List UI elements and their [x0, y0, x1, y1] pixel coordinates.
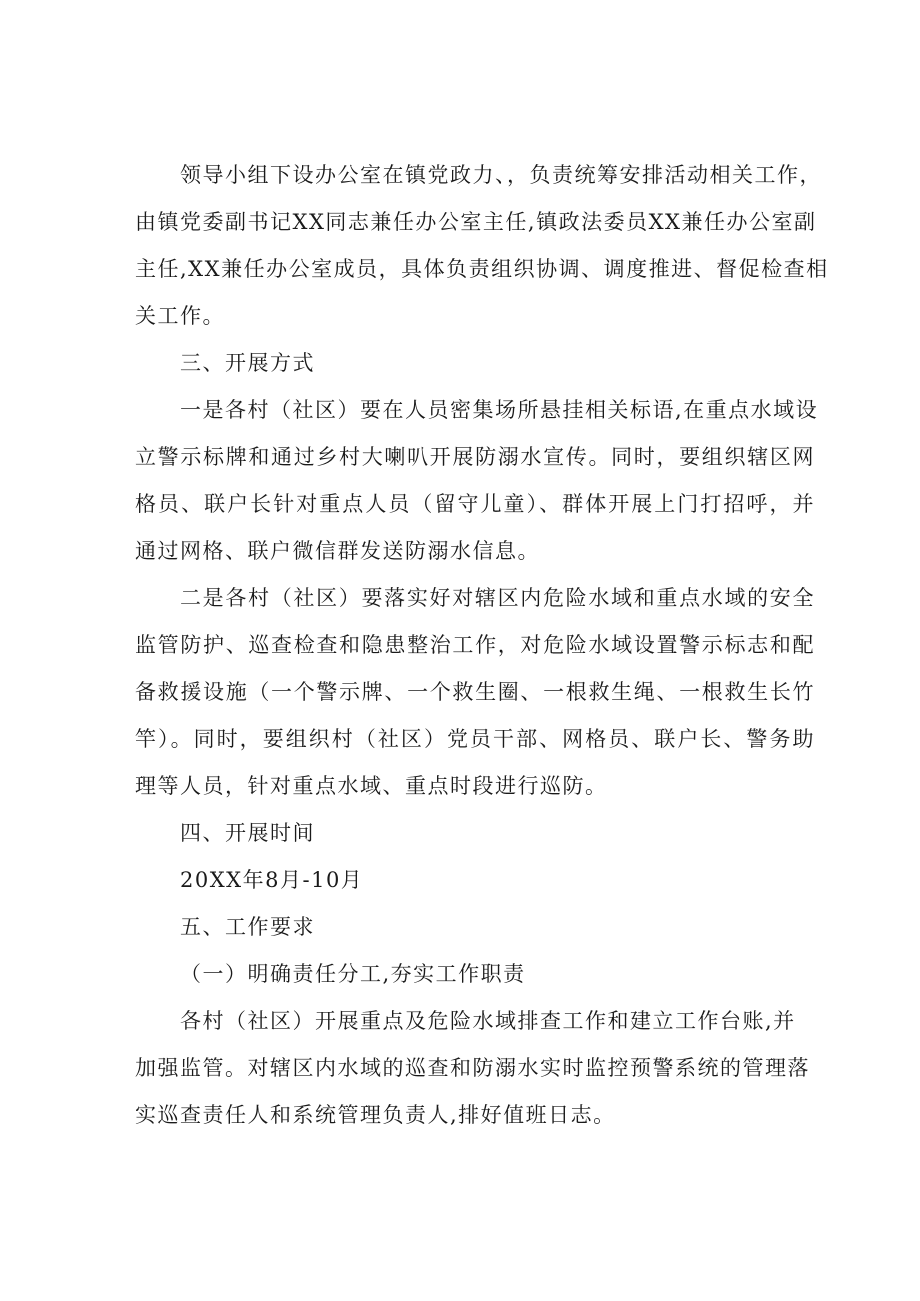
paragraph-3-line-3: 备救援设施（一个警示牌、一个救生圈、一根救生绳、一根救生长竹 [135, 680, 815, 704]
paragraph-3-line-5: 理等人员，针对重点水域、重点时段进行巡防。 [135, 774, 608, 798]
paragraph-5-line-1: 各村（社区）开展重点及危险水域排查工作和建立工作台账,并 [180, 1009, 796, 1033]
section-heading-3: 三、开展方式 [180, 351, 315, 375]
paragraph-3-line-4: 竿）。同时，要组织村（社区）党员干部、网格员、联户长、警务助 [135, 727, 815, 751]
subsection-heading-1: （一）明确责任分工,夯实工作职责 [180, 962, 526, 986]
paragraph-1-line-1: 领导小组下设办公室在镇党政力、，负责统筹安排活动相关工作， [180, 163, 822, 187]
section-heading-4: 四、开展时间 [180, 821, 315, 845]
paragraph-2-line-3: 格员、联户长针对重点人员（留守儿童）、群体开展上门打招呼，并 [135, 492, 815, 516]
period-text: 20XX年8月-10月 [180, 868, 364, 892]
section-heading-5: 五、工作要求 [180, 915, 315, 939]
paragraph-1-line-3: 主任,XX兼任办公室成员，具体负责组织协调、调度推进、督促检查相 [135, 257, 829, 281]
paragraph-1-line-2: 由镇党委副书记XX同志兼任办公室主任,镇政法委员XX兼任办公室副 [135, 210, 817, 234]
paragraph-3-line-1: 二是各村（社区）要落实好对辖区内危险水域和重点水域的安全 [180, 586, 815, 610]
paragraph-5-line-3: 实巡查责任人和系统管理负责人,排好值班日志。 [135, 1103, 616, 1127]
paragraph-2-line-2: 立警示标牌和通过乡村大喇叭开展防溺水宣传。同时，要组织辖区网 [135, 445, 815, 469]
paragraph-5-line-2: 加强监管。对辖区内水域的巡查和防溺水实时监控预警系统的管理落 [135, 1056, 810, 1080]
paragraph-2-line-1: 一是各村（社区）要在人员密集场所悬挂相关标语,在重点水域设 [180, 398, 819, 422]
paragraph-2-line-4: 通过网格、联户微信群发送防溺水信息。 [135, 539, 540, 563]
paragraph-3-line-2: 监管防护、巡查检查和隐患整治工作，对危险水域设置警示标志和配 [135, 633, 815, 657]
paragraph-1-line-4: 关工作。 [135, 304, 225, 328]
